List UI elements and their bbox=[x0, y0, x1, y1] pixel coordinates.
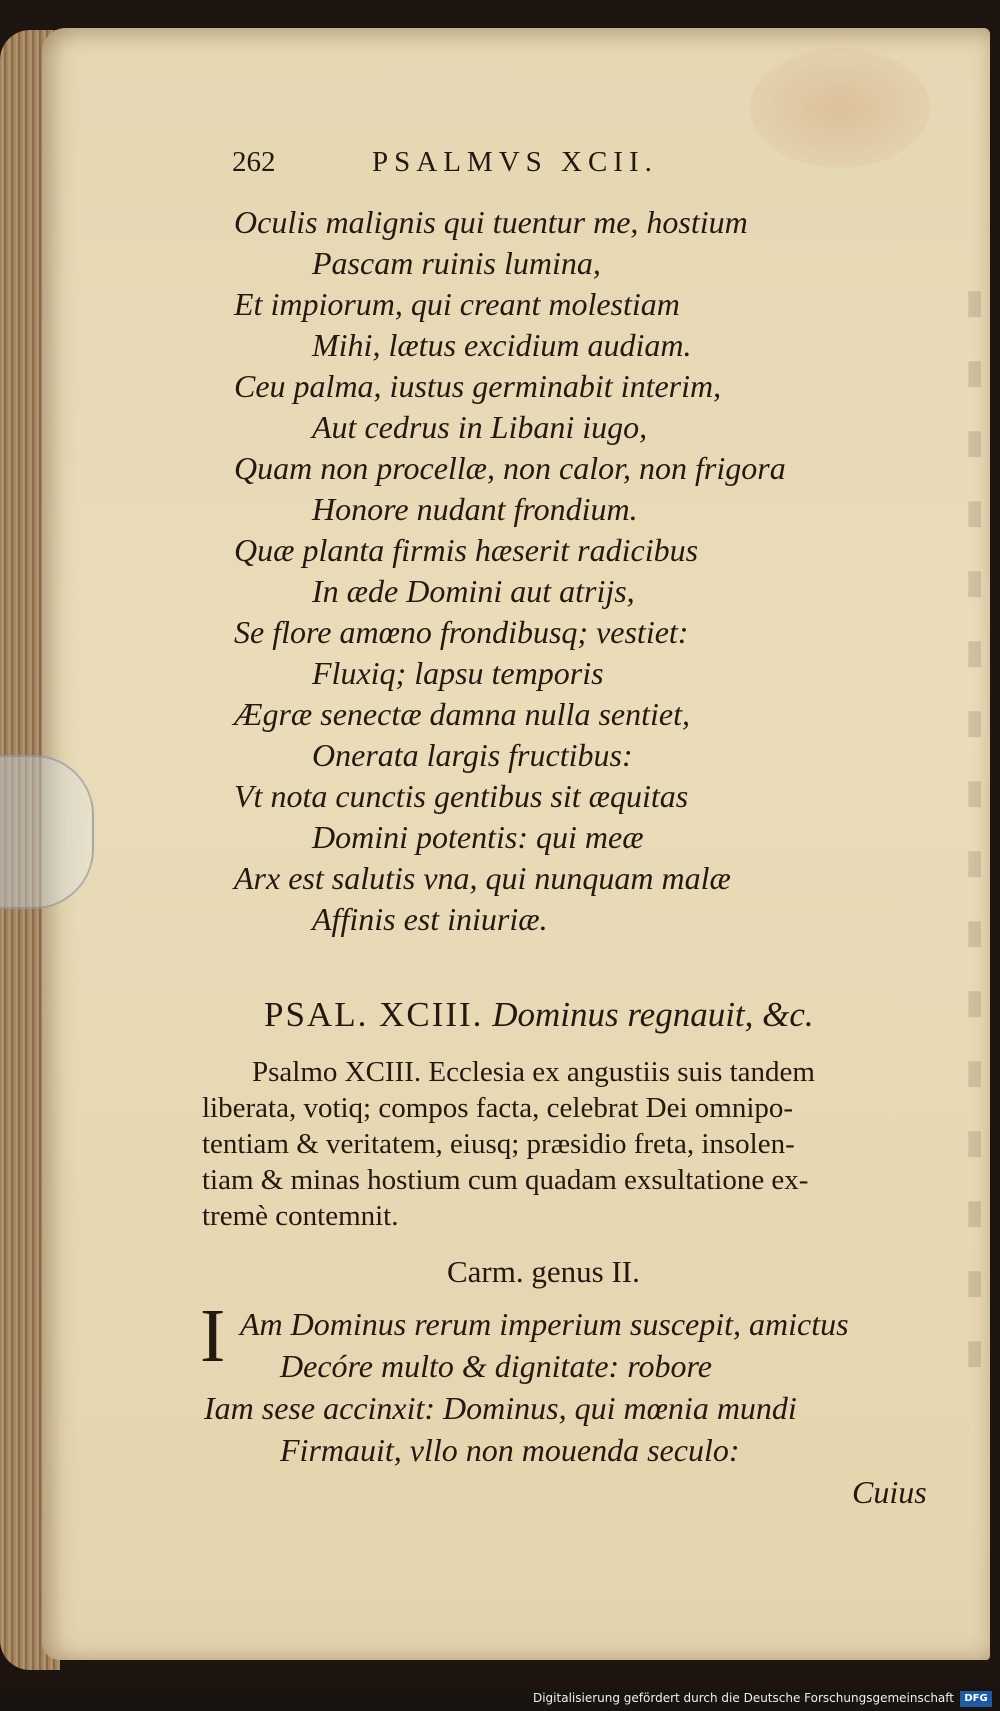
page-header bbox=[232, 146, 932, 190]
verse-line: Ceu palma, iustus germinabit interim, bbox=[234, 368, 722, 404]
verse-line: Am Dominus rerum imperium suscepit, amictus bbox=[240, 1306, 849, 1342]
verse-line: Arx est salutis vna, qui nunquam malæ bbox=[234, 860, 731, 896]
verse-line: Mihi, lætus excidium audiam. bbox=[312, 327, 692, 363]
argument-line: tremè contemnit. bbox=[202, 1200, 399, 1232]
dfg-logo: DFG bbox=[960, 1691, 992, 1707]
verse-line: Pascam ruinis lumina, bbox=[312, 245, 601, 281]
verse-line: Vt nota cunctis gentibus sit æquitas bbox=[234, 778, 689, 814]
verse-line: Quæ planta firmis hæserit radicibus bbox=[234, 532, 699, 568]
running-title: PSALMVS XCII. bbox=[372, 146, 658, 178]
text-block bbox=[42, 28, 990, 1660]
verse-line: Oculis malignis qui tuentur me, hostium bbox=[234, 204, 748, 240]
psalm-number: PSAL. XCIII. bbox=[264, 995, 484, 1034]
verse-line: Fluxiq; lapsu temporis bbox=[312, 655, 604, 691]
catchword: Cuius bbox=[852, 1474, 927, 1510]
verse-line: In æde Domini aut atrijs, bbox=[312, 573, 635, 609]
verse-line: Domini potentis: qui meæ bbox=[312, 819, 644, 855]
digitization-footer bbox=[0, 1688, 1000, 1711]
verse-line: Honore nudant frondium. bbox=[312, 491, 638, 527]
meter-label: Carm. genus II. bbox=[447, 1254, 640, 1289]
funding-credit: Digitalisierung gefördert durch die Deutsche Forschungsgemeinschaft bbox=[532, 1691, 954, 1705]
argument-line: Psalmo XCIII. Ecclesia ex angustiis suis tandem bbox=[252, 1056, 815, 1088]
verse-line: Se flore amœno frondibusq; vestiet: bbox=[234, 614, 689, 650]
verse-line: Iam sese accinxit: Dominus, qui mœnia mundi bbox=[204, 1390, 797, 1426]
psalm-incipit: Dominus regnauit, &c. bbox=[492, 995, 814, 1034]
initial-letter: I bbox=[200, 1294, 226, 1378]
page-number: 262 bbox=[232, 146, 276, 178]
verse-line: Onerata largis fructibus: bbox=[312, 737, 633, 773]
show-through: ▮ ▮ ▮ ▮ ▮ ▮ ▮ ▮ ▮ ▮ ▮ ▮ ▮ ▮ ▮ ▮ bbox=[965, 284, 984, 1371]
verse-line: Decóre multo & dignitate: robore bbox=[280, 1348, 712, 1384]
psalm-heading bbox=[264, 995, 814, 1035]
argument-line: tiam & minas hostium cum quadam exsultatione ex- bbox=[202, 1164, 809, 1196]
verse-line: Ægræ senectæ damna nulla sentiet, bbox=[234, 696, 690, 732]
verse-line: Aut cedrus in Libani iugo, bbox=[312, 409, 648, 445]
page-leaf bbox=[42, 28, 990, 1660]
verse-line: Firmauit, vllo non mouenda seculo: bbox=[280, 1432, 740, 1468]
verse-line: Affinis est iniuriæ. bbox=[312, 901, 548, 937]
page-clip bbox=[0, 755, 94, 909]
argument-line: tentiam & veritatem, eiusq; præsidio freta, insolen- bbox=[202, 1128, 795, 1160]
argument-line: liberata, votiq; compos facta, celebrat Dei omnipo- bbox=[202, 1092, 794, 1124]
verse-line: Et impiorum, qui creant molestiam bbox=[234, 286, 680, 322]
verse-line: Quam non procellæ, non calor, non frigora bbox=[234, 450, 786, 486]
